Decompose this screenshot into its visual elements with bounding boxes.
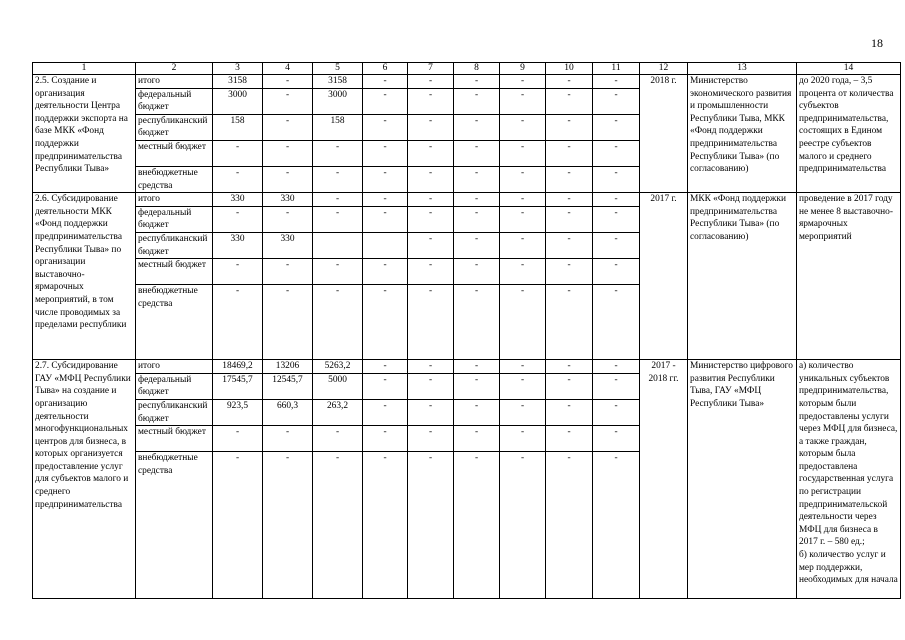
funding-value: - [363, 193, 408, 207]
funding-value: - [313, 193, 363, 207]
funding-value: 158 [313, 114, 363, 140]
funding-value: - [313, 206, 363, 232]
expected-result-a: а) количество уникальных субъектов предпринимательства, которым были предоставлены услуги через МФЦ для бизнеса, а также граждан, которым была предоставлена государственная услуга по регистрации предпринимательской деятельности через МФЦ для бизнеса в 2017 г. – 580 ед.; [799, 361, 898, 548]
funding-value: 330 [213, 232, 263, 258]
funding-value: 923,5 [213, 399, 263, 425]
funding-value: - [408, 259, 454, 285]
funding-value: - [500, 166, 546, 192]
column-number-8: 8 [454, 63, 500, 75]
funding-value: - [408, 140, 454, 166]
funding-value: 330 [213, 193, 263, 207]
funding-value: - [363, 426, 408, 452]
funding-source: федеральный бюджет [136, 373, 213, 399]
funding-value: - [500, 114, 546, 140]
funding-value: - [546, 426, 593, 452]
funding-value: - [363, 206, 408, 232]
funding-value: - [454, 426, 500, 452]
funding-source: итого [136, 360, 213, 374]
funding-value: - [500, 399, 546, 425]
funding-value: - [500, 426, 546, 452]
funding-value: - [546, 206, 593, 232]
funding-value: 3158 [313, 75, 363, 89]
funding-value: - [454, 285, 500, 360]
funding-value: - [500, 360, 546, 374]
funding-value: - [263, 75, 313, 89]
funding-source: итого [136, 193, 213, 207]
funding-value: - [593, 452, 640, 599]
funding-value: 3000 [313, 88, 363, 114]
program-table [32, 62, 901, 599]
funding-value: - [546, 452, 593, 599]
funding-value: - [593, 140, 640, 166]
funding-value: - [454, 360, 500, 374]
expected-result-b: б) количество услуг и мер поддержки, необходимых для начала [799, 550, 898, 586]
funding-value: - [593, 399, 640, 425]
responsible-executor: Министерство экономического развития и промышленности Республики Тыва, МКК «Фонд поддержки предпринимательства Республики Тыва» (по согласованию) [688, 75, 797, 193]
expected-result: до 2020 года, – 3,5 процента от количества субъектов предпринимательства, состоящих в Едином реестре субъектов малого и среднего предпринимательства [797, 75, 901, 193]
funding-value: - [263, 166, 313, 192]
funding-value: - [500, 232, 546, 258]
funding-value: - [363, 285, 408, 360]
funding-value: - [454, 373, 500, 399]
funding-value: - [263, 140, 313, 166]
funding-value: - [408, 166, 454, 192]
funding-value: - [213, 452, 263, 599]
header-row [33, 63, 901, 75]
funding-value: - [213, 206, 263, 232]
funding-value: - [454, 114, 500, 140]
funding-value: 12545,7 [263, 373, 313, 399]
column-number-13: 13 [688, 63, 797, 75]
funding-value: - [593, 75, 640, 89]
funding-value: - [408, 373, 454, 399]
funding-value: - [454, 193, 500, 207]
funding-value: - [363, 140, 408, 166]
funding-value: - [546, 193, 593, 207]
funding-value: - [454, 259, 500, 285]
funding-value: - [593, 206, 640, 232]
funding-source: республиканский бюджет [136, 114, 213, 140]
funding-value [313, 232, 363, 258]
implementation-period: 2017 - 2018 гг. [640, 360, 688, 599]
funding-value: - [213, 140, 263, 166]
funding-value: - [363, 75, 408, 89]
funding-value: - [500, 75, 546, 89]
funding-value: - [500, 373, 546, 399]
column-number-3: 3 [213, 63, 263, 75]
funding-source: внебюджетные средства [136, 452, 213, 599]
funding-value: - [500, 259, 546, 285]
funding-value: 5263,2 [313, 360, 363, 374]
funding-value: - [500, 285, 546, 360]
funding-value: - [408, 285, 454, 360]
funding-value: - [363, 88, 408, 114]
funding-value: - [313, 166, 363, 192]
funding-value: - [593, 232, 640, 258]
funding-value: 3000 [213, 88, 263, 114]
funding-value: - [546, 232, 593, 258]
funding-source: местный бюджет [136, 259, 213, 285]
funding-value: - [546, 360, 593, 374]
funding-value: - [263, 285, 313, 360]
funding-value: - [500, 88, 546, 114]
funding-value: - [313, 426, 363, 452]
funding-value: - [408, 232, 454, 258]
funding-value: - [454, 452, 500, 599]
column-number-9: 9 [500, 63, 546, 75]
funding-value: - [408, 75, 454, 89]
funding-value: - [593, 166, 640, 192]
funding-value: - [546, 75, 593, 89]
funding-value: - [408, 88, 454, 114]
funding-value: - [408, 193, 454, 207]
funding-value: - [363, 360, 408, 374]
funding-source: республиканский бюджет [136, 399, 213, 425]
column-number-2: 2 [136, 63, 213, 75]
funding-value: 263,2 [313, 399, 363, 425]
funding-source: итого [136, 75, 213, 89]
funding-value: - [408, 114, 454, 140]
funding-value: - [500, 452, 546, 599]
table-row [33, 75, 901, 89]
funding-source: федеральный бюджет [136, 206, 213, 232]
funding-value: - [408, 399, 454, 425]
funding-value: - [593, 193, 640, 207]
funding-value: - [546, 399, 593, 425]
funding-value: - [500, 206, 546, 232]
funding-value: - [593, 360, 640, 374]
funding-value: - [213, 259, 263, 285]
funding-value: - [263, 206, 313, 232]
measure-description: 2.6. Субсидирование деятельности МКК «Фонд поддержки предпринимательства Республики Тыва» по организации выставочно-ярмарочных мероприятий, в том числе проводимых за пределами республики [33, 193, 136, 360]
implementation-period: 2018 г. [640, 75, 688, 193]
page-number: 18 [871, 36, 883, 50]
funding-value: - [313, 452, 363, 599]
funding-value: 660,3 [263, 399, 313, 425]
column-number-5: 5 [313, 63, 363, 75]
funding-source: внебюджетные средства [136, 285, 213, 360]
funding-value: - [363, 373, 408, 399]
funding-value: - [500, 140, 546, 166]
column-number-7: 7 [408, 63, 454, 75]
funding-value: - [363, 166, 408, 192]
funding-source: местный бюджет [136, 426, 213, 452]
funding-source: внебюджетные средства [136, 166, 213, 192]
funding-value: - [363, 259, 408, 285]
funding-value: - [363, 114, 408, 140]
funding-value: - [263, 452, 313, 599]
funding-value: - [500, 193, 546, 207]
table-body [33, 63, 901, 599]
funding-value: - [546, 285, 593, 360]
funding-value: 17545,7 [213, 373, 263, 399]
table-row [33, 360, 901, 374]
column-number-4: 4 [263, 63, 313, 75]
implementation-period: 2017 г. [640, 193, 688, 360]
funding-value: - [313, 140, 363, 166]
funding-value: 330 [263, 193, 313, 207]
funding-value: - [408, 452, 454, 599]
funding-value: - [213, 166, 263, 192]
funding-value: - [454, 88, 500, 114]
funding-value: 5000 [313, 373, 363, 399]
funding-value: - [454, 140, 500, 166]
funding-value [363, 232, 408, 258]
funding-value: - [593, 373, 640, 399]
funding-value: 158 [213, 114, 263, 140]
funding-value: 18469,2 [213, 360, 263, 374]
funding-value: - [454, 399, 500, 425]
funding-value: 3158 [213, 75, 263, 89]
funding-value: - [213, 426, 263, 452]
measure-description: 2.7. Субсидирование ГАУ «МФЦ Республики Тыва» на создание и организацию деятельности многофункциональных центров для бизнеса, в которых организуется предоставление услуг для субъектов малого и среднего предпринимательства [33, 360, 136, 599]
funding-value: - [454, 206, 500, 232]
expected-result: проведение в 2017 году не менее 8 выставочно-ярмарочных мероприятий [797, 193, 901, 360]
funding-value: - [593, 285, 640, 360]
funding-value: - [454, 75, 500, 89]
column-number-10: 10 [546, 63, 593, 75]
funding-value: - [546, 114, 593, 140]
measure-description: 2.5. Создание и организация деятельности Центра поддержки экспорта на базе МКК «Фонд поддержки предпринимательства Республики Тыва» [33, 75, 136, 193]
funding-source: местный бюджет [136, 140, 213, 166]
column-number-6: 6 [363, 63, 408, 75]
column-number-11: 11 [593, 63, 640, 75]
funding-value: - [454, 166, 500, 192]
funding-value: - [263, 259, 313, 285]
funding-value: - [213, 285, 263, 360]
funding-value: - [408, 426, 454, 452]
column-number-14: 14 [797, 63, 901, 75]
funding-value: - [546, 140, 593, 166]
funding-value: - [263, 426, 313, 452]
funding-value: - [593, 259, 640, 285]
funding-value: - [363, 399, 408, 425]
funding-source: федеральный бюджет [136, 88, 213, 114]
expected-result [797, 360, 901, 599]
funding-value: 13206 [263, 360, 313, 374]
funding-value: - [546, 259, 593, 285]
responsible-executor: Министерство цифрового развития Республики Тыва, ГАУ «МФЦ Республики Тыва» [688, 360, 797, 599]
funding-value: - [593, 88, 640, 114]
column-number-12: 12 [640, 63, 688, 75]
table-row [33, 193, 901, 207]
funding-value: - [546, 373, 593, 399]
responsible-executor: МКК «Фонд поддержки предпринимательства Республики Тыва» (по согласованию) [688, 193, 797, 360]
funding-value: 330 [263, 232, 313, 258]
funding-value: - [593, 114, 640, 140]
funding-value: - [454, 232, 500, 258]
funding-value: - [313, 259, 363, 285]
funding-value: - [313, 285, 363, 360]
funding-value: - [593, 426, 640, 452]
funding-value: - [408, 206, 454, 232]
funding-source: республиканский бюджет [136, 232, 213, 258]
funding-value: - [263, 114, 313, 140]
funding-value: - [263, 88, 313, 114]
funding-value: - [363, 452, 408, 599]
funding-value: - [408, 360, 454, 374]
column-number-1: 1 [33, 63, 136, 75]
funding-value: - [546, 166, 593, 192]
funding-value: - [546, 88, 593, 114]
